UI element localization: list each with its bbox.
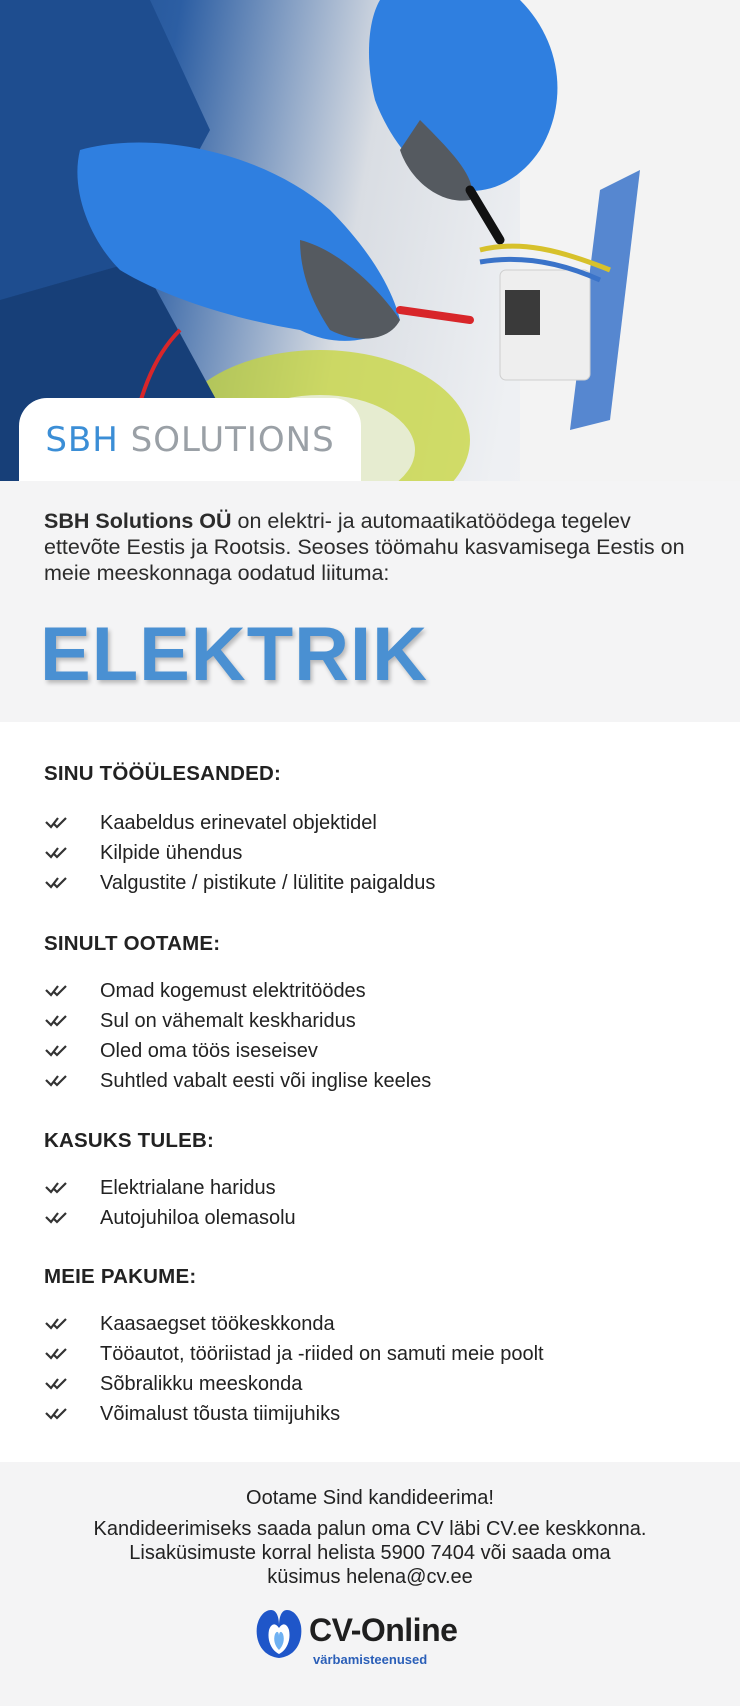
intro-panel	[0, 481, 740, 722]
list-item: Autojuhiloa olemasolu	[44, 1203, 296, 1233]
list-item: Valgustite / pistikute / lülitite paigaldus	[44, 868, 435, 898]
list-item: Omad kogemust elektritöödes	[44, 976, 366, 1006]
list-item: Suhtled vabalt eesti või inglise keeles	[44, 1066, 431, 1096]
section-heading-advantages: KASUKS TULEB:	[44, 1129, 215, 1152]
section-heading-requirements: SINULT OOTAME:	[44, 932, 221, 955]
double-check-icon	[44, 1006, 100, 1036]
intro-description: on elektri- ja automaatikatöödega tegelev ettevõte Eestis ja Rootsis. Seoses töömahu kasvamisega Eestis on meie meeskonnaga oodatud liituma:	[44, 509, 685, 585]
intro-text	[44, 508, 704, 586]
list-item: Kaabeldus erinevatel objektidel	[44, 808, 377, 838]
job-title: ELEKTRIK	[40, 612, 428, 697]
cv-online-tagline: värbamisteenused	[313, 1652, 428, 1667]
cv-online-mark-icon	[253, 1606, 307, 1662]
application-footer	[0, 1462, 740, 1706]
list-item: Tööautot, tööriistad ja -riided on samuti meie poolt	[44, 1339, 544, 1369]
list-item: Kilpide ühendus	[44, 838, 242, 868]
double-check-icon	[44, 1203, 100, 1233]
call-to-action: Ootame Sind kandideerima!	[246, 1487, 494, 1509]
list-item: Sõbralikku meeskonda	[44, 1369, 302, 1399]
list-item: Elektrialane haridus	[44, 1173, 276, 1203]
company-logo	[19, 398, 361, 481]
list-item: Kaasaegset töökeskkonda	[44, 1309, 335, 1339]
double-check-icon	[44, 838, 100, 868]
cv-online-logo	[253, 1606, 493, 1674]
list-item: Sul on vähemalt keskharidus	[44, 1006, 356, 1036]
double-check-icon	[44, 1399, 100, 1429]
double-check-icon	[44, 1173, 100, 1203]
double-check-icon	[44, 1066, 100, 1096]
logo-solutions: SOLUTIONS	[130, 420, 335, 460]
double-check-icon	[44, 868, 100, 898]
double-check-icon	[44, 1309, 100, 1339]
hero-image	[0, 0, 740, 481]
application-instructions: Kandideerimiseks saada palun oma CV läbi CV.ee keskkonna. Lisaküsimuste korral helista 5900 7404 või saada oma küsimus helena@cv.ee	[93, 1518, 647, 1588]
section-heading-offer: MEIE PAKUME:	[44, 1265, 197, 1288]
cv-online-brand: CV-Online	[309, 1612, 458, 1648]
company-name: SBH Solutions OÜ	[44, 509, 232, 533]
double-check-icon	[44, 1339, 100, 1369]
list-item: Võimalust tõusta tiimijuhiks	[44, 1399, 340, 1429]
double-check-icon	[44, 976, 100, 1006]
list-item: Oled oma töös iseseisev	[44, 1036, 318, 1066]
section-heading-tasks: SINU TÖÖÜLESANDED:	[44, 762, 282, 785]
double-check-icon	[44, 808, 100, 838]
double-check-icon	[44, 1369, 100, 1399]
double-check-icon	[44, 1036, 100, 1066]
logo-sbh: SBH	[45, 420, 119, 460]
